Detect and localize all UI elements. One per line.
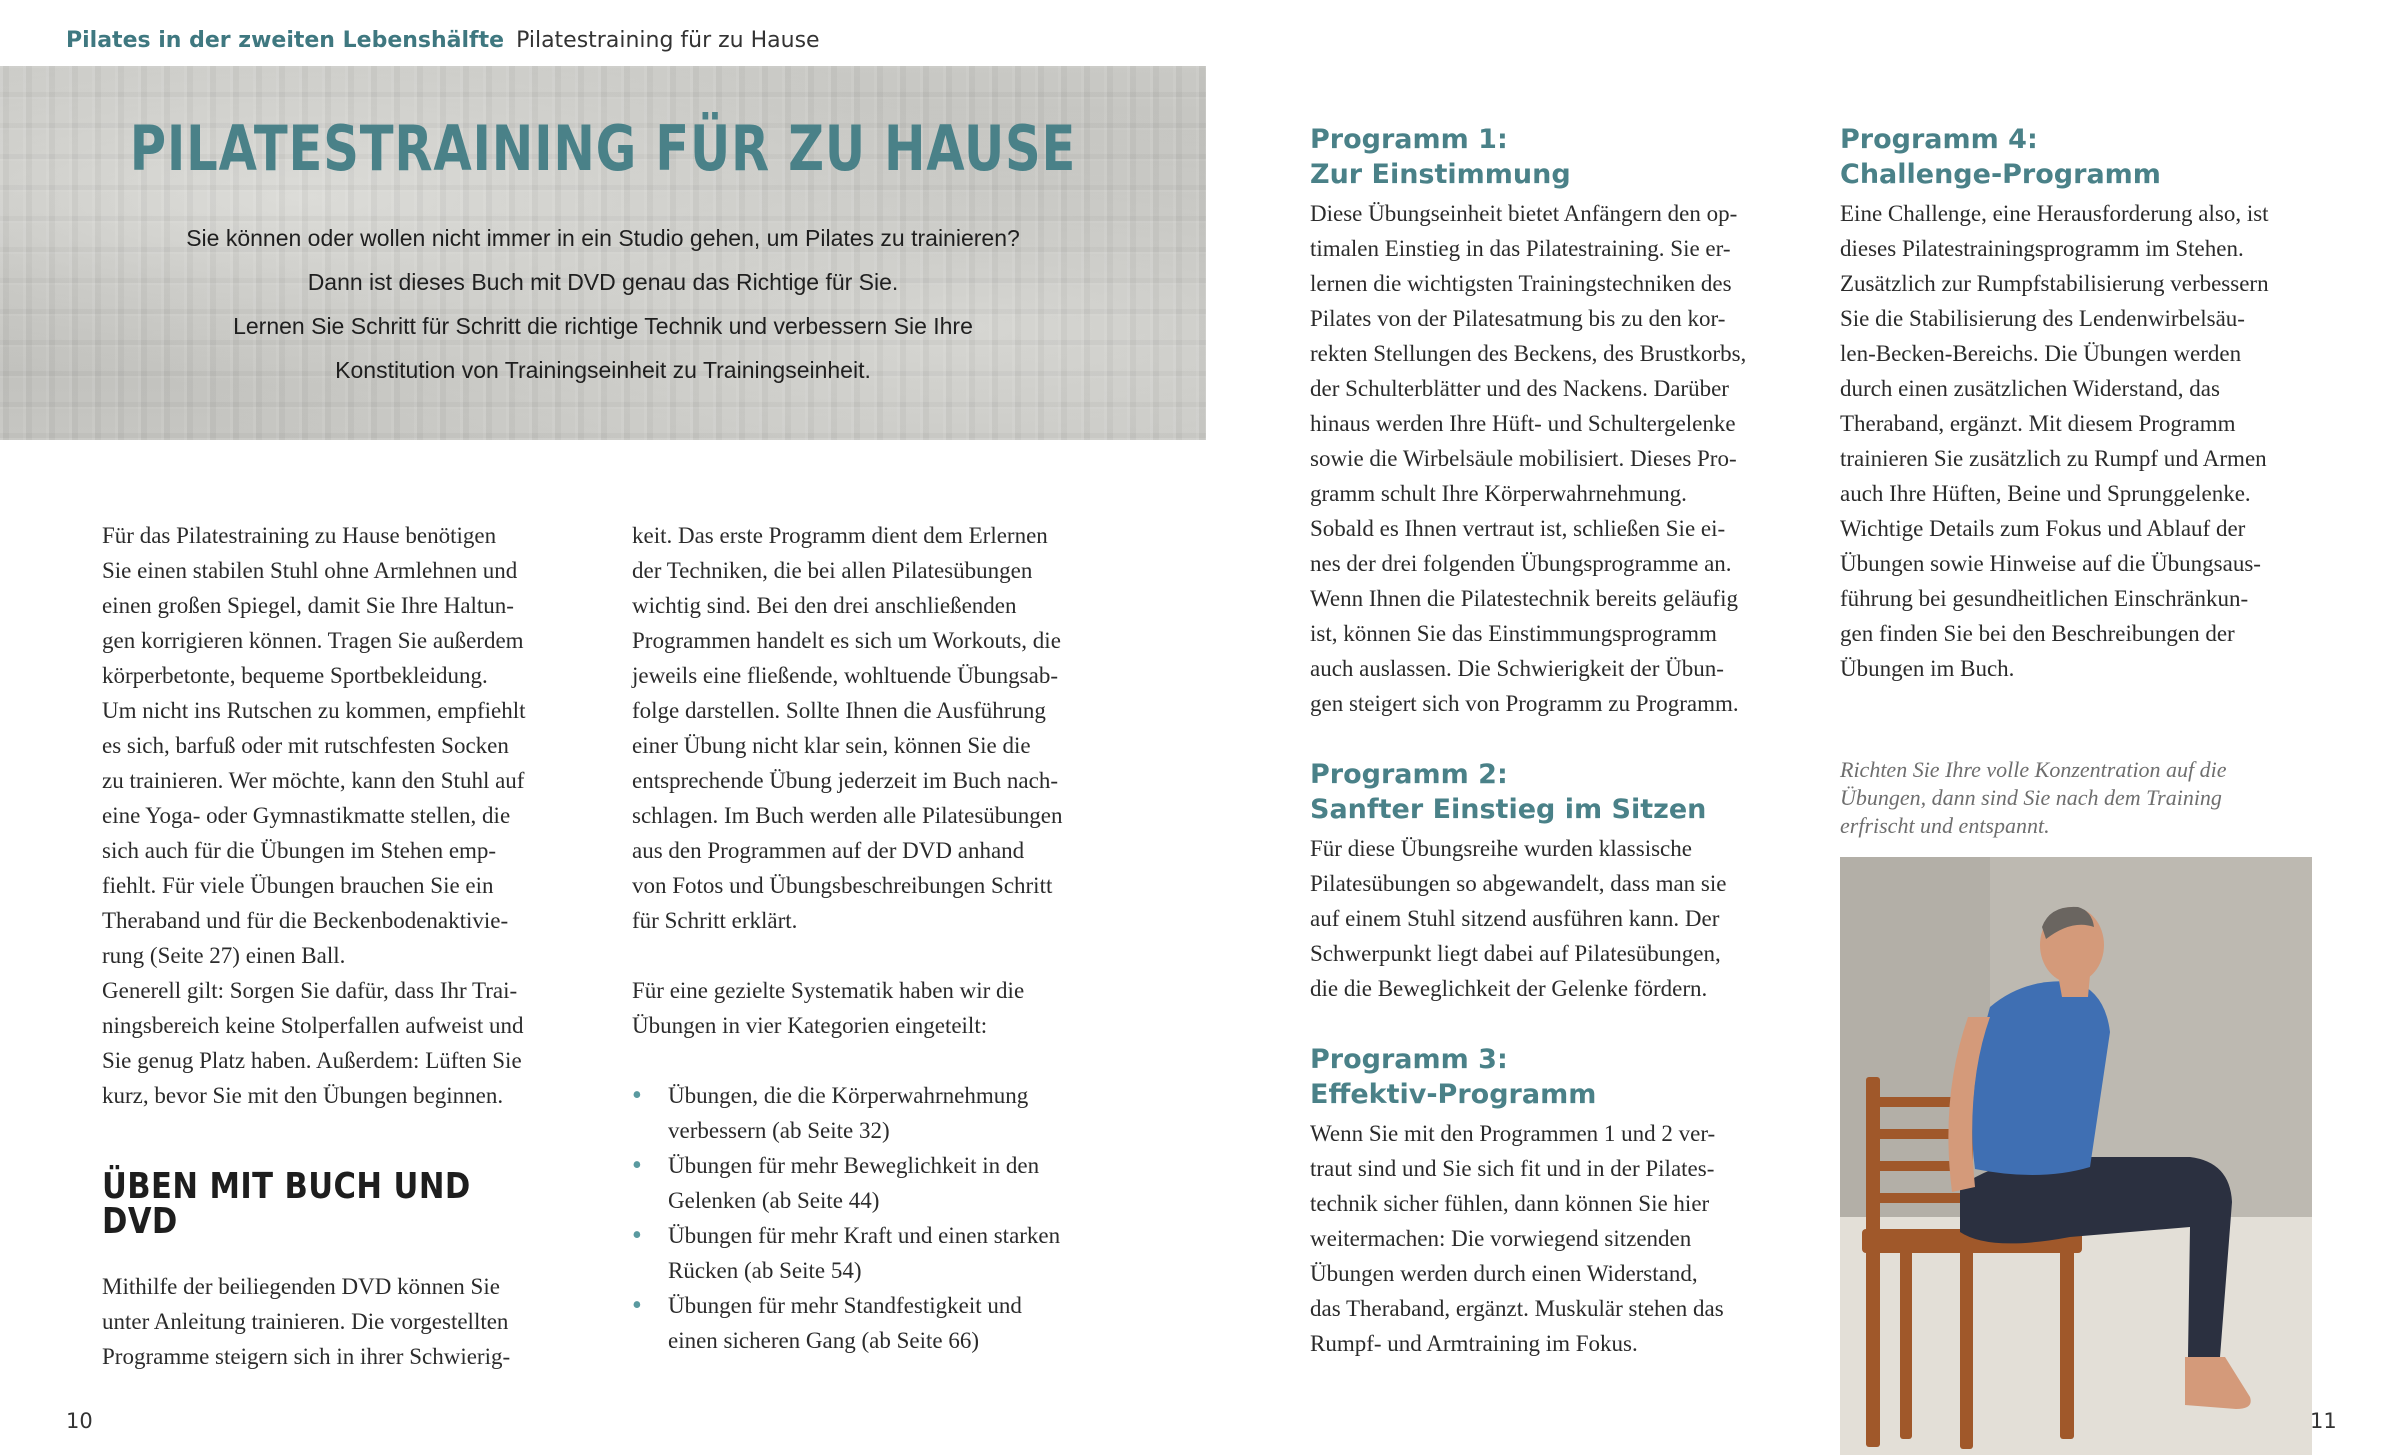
text-line: sowie die Wirbelsäule mobilisiert. Dieses Pro- [1310, 446, 1737, 471]
text-line: ningsbereich keine Stolperfallen aufweist und [102, 1013, 524, 1038]
text-line: einen sicheren Gang (ab Seite 66) [668, 1328, 980, 1353]
intro-line: Lernen Sie Schritt für Schritt die richtige Technik und verbessern Sie Ihre [233, 313, 973, 339]
program-4-heading [1840, 122, 2330, 192]
text-line: Pilatesübungen so abgewandelt, dass man sie [1310, 871, 1727, 896]
text-line: rung (Seite 27) einen Ball. [102, 943, 346, 968]
text-line: Schwerpunkt liegt dabei auf Pilatesübungen, [1310, 941, 1721, 966]
text-line: Theraband und für die Beckenbodenaktivie- [102, 908, 509, 933]
column-4 [1840, 122, 2330, 686]
category-list [632, 1078, 1112, 1358]
text-line: Rumpf- und Armtraining im Fokus. [1310, 1331, 1638, 1356]
list-item [632, 1288, 1112, 1358]
title-banner [0, 66, 1206, 440]
program-2-heading [1310, 757, 1800, 827]
program-title: Effektiv-Programm [1310, 1079, 1597, 1110]
text-line: auf einem Stuhl sitzend ausführen kann. Der [1310, 906, 1720, 931]
text-line: die die Beweglichkeit der Gelenke fördern. [1310, 976, 1708, 1001]
text-line: der Techniken, die bei allen Pilatesübungen [632, 558, 1033, 583]
program-label: Programm 1: [1310, 124, 1508, 155]
text-line: gramm schult Ihre Körperwahrnehmung. [1310, 481, 1687, 506]
page-title: PILATESTRAINING FÜR ZU HAUSE [129, 112, 1077, 185]
program-title: Zur Einstimmung [1310, 159, 1571, 190]
text-line: von Fotos und Übungsbeschreibungen Schritt [632, 873, 1053, 898]
caption-line: Übungen, dann sind Sie nach dem Training [1840, 785, 2222, 810]
column-1 [102, 518, 582, 1374]
text-line: Pilates von der Pilatesatmung bis zu den kor- [1310, 306, 1726, 331]
text-line: der Schulterblätter und des Nackens. Darüber [1310, 376, 1729, 401]
text-line: aus den Programmen auf der DVD anhand [632, 838, 1025, 863]
col1-paragraph [102, 518, 582, 1113]
text-line: Übungen in vier Kategorien eingeteilt: [632, 1013, 988, 1038]
caption-line: erfrischt und entspannt. [1840, 813, 2050, 838]
text-line: auch Ihre Hüften, Beine und Sprunggelenke. [1840, 481, 2251, 506]
text-line: schlagen. Im Buch werden alle Pilatesübungen [632, 803, 1063, 828]
text-line: verbessern (ab Seite 32) [668, 1118, 890, 1143]
text-line: kurz, bevor Sie mit den Übungen beginnen. [102, 1083, 504, 1108]
list-item [632, 1218, 1112, 1288]
program-2-text [1310, 831, 1800, 1006]
text-line: • Übungen für mehr Standfestigkeit und [668, 1293, 1022, 1318]
text-line: • Übungen, die die Körperwahrnehmung [668, 1083, 1029, 1108]
program-1-heading [1310, 122, 1800, 192]
program-label: Programm 3: [1310, 1044, 1508, 1075]
text-line: Übungen werden durch einen Widerstand, [1310, 1261, 1698, 1286]
text-line: Rücken (ab Seite 54) [668, 1258, 862, 1283]
text-line: entsprechende Übung jederzeit im Buch nach- [632, 768, 1058, 793]
text-line: einen großen Spiegel, damit Sie Ihre Haltun- [102, 593, 514, 618]
text-line: Übungen sowie Hinweise auf die Übungsaus- [1840, 551, 2261, 576]
col1-paragraph-2 [102, 1269, 582, 1374]
text-line: folge darstellen. Sollte Ihnen die Ausführung [632, 698, 1046, 723]
program-3-text [1310, 1116, 1800, 1361]
seated-man-photo [1840, 857, 2312, 1455]
text-line: ist, können Sie das Einstimmungsprogramm [1310, 621, 1717, 646]
text-line: keit. Das erste Programm dient dem Erlernen [632, 523, 1048, 548]
text-line: • Übungen für mehr Beweglichkeit in den [668, 1153, 1040, 1178]
text-line: Sie genug Platz haben. Außerdem: Lüften Sie [102, 1048, 522, 1073]
text-line: Sobald es Ihnen vertraut ist, schließen Sie ei- [1310, 516, 1726, 541]
text-line: es sich, barfuß oder mit rutschfesten Socken [102, 733, 509, 758]
program-3-heading [1310, 1042, 1800, 1112]
col2-paragraph-2 [632, 973, 1112, 1043]
text-line: gen steigert sich von Programm zu Programm. [1310, 691, 1739, 716]
text-line: Wenn Ihnen die Pilatestechnik bereits geläufig [1310, 586, 1738, 611]
program-label: Programm 2: [1310, 759, 1508, 790]
text-line: rekten Stellungen des Beckens, des Brustkorbs, [1310, 341, 1747, 366]
text-line: Generell gilt: Sorgen Sie dafür, dass Ihr Trai- [102, 978, 518, 1003]
text-line: technik sicher fühlen, dann können Sie hier [1310, 1191, 1710, 1216]
text-line: Gelenken (ab Seite 44) [668, 1188, 880, 1213]
program-4-text [1840, 196, 2330, 686]
text-line: Programmen handelt es sich um Workouts, die [632, 628, 1061, 653]
text-line: lernen die wichtigsten Trainingstechniken des [1310, 271, 1732, 296]
text-line: Mithilfe der beiliegenden DVD können Sie [102, 1274, 500, 1299]
text-line: wichtig sind. Bei den drei anschließenden [632, 593, 1017, 618]
text-line: • Übungen für mehr Kraft und einen starken [668, 1223, 1061, 1248]
intro-line: Sie können oder wollen nicht immer in ein Studio gehen, um Pilates zu trainieren? [186, 225, 1020, 251]
text-line: durch einen zusätzlichen Widerstand, das [1840, 376, 2220, 401]
text-line: Zusätzlich zur Rumpfstabilisierung verbessern [1840, 271, 2269, 296]
text-line: Für diese Übungsreihe wurden klassische [1310, 836, 1692, 861]
text-line: Wenn Sie mit den Programmen 1 und 2 ver- [1310, 1121, 1716, 1146]
text-line: nes der drei folgenden Übungsprogramme an. [1310, 551, 1732, 576]
column-2 [632, 518, 1112, 1358]
text-line: zu trainieren. Wer möchte, kann den Stuhl auf [102, 768, 525, 793]
text-line: Übungen im Buch. [1840, 656, 2015, 681]
text-line: Programme steigern sich in ihrer Schwierig- [102, 1344, 511, 1369]
text-line: Sie die Stabilisierung des Lendenwirbelsäu- [1840, 306, 2245, 331]
text-line: weitermachen: Die vorwiegend sitzenden [1310, 1226, 1692, 1251]
text-line: Für das Pilatestraining zu Hause benötigen [102, 523, 497, 548]
text-line: fiehlt. Für viele Übungen brauchen Sie ein [102, 873, 494, 898]
caption-line: Richten Sie Ihre volle Konzentration auf die [1840, 757, 2227, 782]
text-line: Für eine gezielte Systematik haben wir die [632, 978, 1025, 1003]
text-line: sich auch für die Übungen im Stehen emp- [102, 838, 497, 863]
photo-illustration [1840, 857, 2312, 1455]
list-item [632, 1148, 1112, 1218]
text-line: einer Übung nicht klar sein, können Sie die [632, 733, 1031, 758]
text-line: dieses Pilatestrainingsprogramm im Stehen. [1840, 236, 2244, 261]
running-header [66, 28, 820, 53]
text-line: Diese Übungseinheit bietet Anfängern den op- [1310, 201, 1738, 226]
intro-line: Konstitution von Trainingseinheit zu Trainingseinheit. [335, 357, 871, 383]
text-line: trainieren Sie zusätzlich zu Rumpf und Armen [1840, 446, 2267, 471]
book-title: Pilates in der zweiten Lebenshälfte [66, 28, 505, 53]
program-1-text [1310, 196, 1800, 721]
list-item [632, 1078, 1112, 1148]
program-title: Sanfter Einstieg im Sitzen [1310, 794, 1707, 825]
text-line: Sie einen stabilen Stuhl ohne Armlehnen und [102, 558, 518, 583]
column-3 [1310, 122, 1800, 1361]
text-line: gen finden Sie bei den Beschreibungen der [1840, 621, 2235, 646]
text-line: unter Anleitung trainieren. Die vorgestellten [102, 1309, 509, 1334]
col2-paragraph [632, 518, 1112, 938]
text-line: hinaus werden Ihre Hüft- und Schultergelenke [1310, 411, 1736, 436]
text-line: körperbetonte, bequeme Sportbekleidung. [102, 663, 488, 688]
page-number-left: 10 [66, 1409, 93, 1433]
text-line: Um nicht ins Rutschen zu kommen, empfiehlt [102, 698, 526, 723]
intro-line: Dann ist dieses Buch mit DVD genau das Richtige für Sie. [307, 269, 899, 295]
intro-text [80, 216, 1126, 392]
text-line: Eine Challenge, eine Herausforderung also, ist [1840, 201, 2269, 226]
text-line: jeweils eine fließende, wohltuende Übungsab- [632, 663, 1059, 688]
text-line: traut sind und Sie sich fit und in der Pilates- [1310, 1156, 1715, 1181]
program-label: Programm 4: [1840, 124, 2038, 155]
text-line: Theraband, ergänzt. Mit diesem Programm [1840, 411, 2236, 436]
photo-caption [1840, 756, 2320, 840]
text-line: führung bei gesundheitlichen Einschränkun- [1840, 586, 2249, 611]
text-line: len-Becken-Bereichs. Die Übungen werden [1840, 341, 2242, 366]
text-line: für Schritt erklärt. [632, 908, 798, 933]
program-title: Challenge-Programm [1840, 159, 2161, 190]
text-line: das Theraband, ergänzt. Muskulär stehen das [1310, 1296, 1724, 1321]
section-heading: ÜBEN MIT BUCH UND DVD [102, 1166, 471, 1242]
section-title: Pilatestraining für zu Hause [516, 28, 820, 53]
text-line: eine Yoga- oder Gymnastikmatte stellen, die [102, 803, 511, 828]
text-line: Wichtige Details zum Fokus und Ablauf der [1840, 516, 2246, 541]
text-line: gen korrigieren können. Tragen Sie außerdem [102, 628, 524, 653]
text-line: timalen Einstieg in das Pilatestraining. Sie er- [1310, 236, 1731, 261]
text-line: auch auslassen. Die Schwierigkeit der Übun- [1310, 656, 1724, 681]
page-number-right: 11 [2310, 1409, 2337, 1433]
